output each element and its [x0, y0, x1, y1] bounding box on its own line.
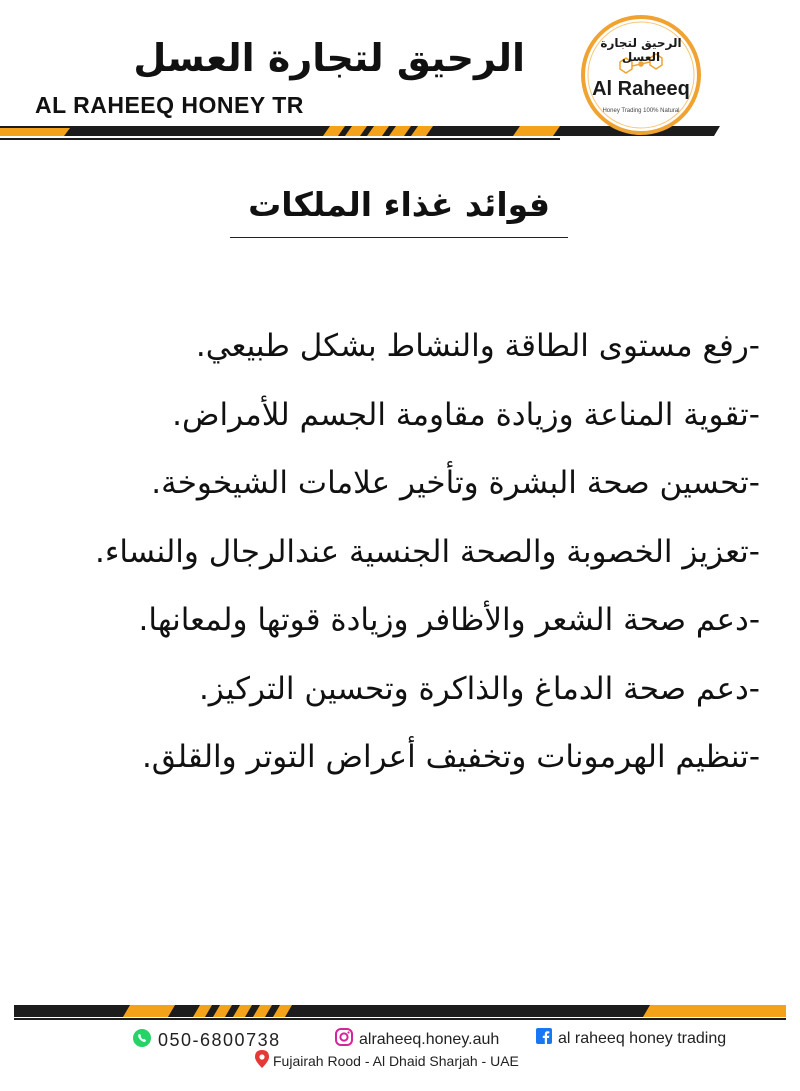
logo — [580, 14, 702, 136]
company-name-arabic: الرحيق لتجارة العسل — [133, 36, 525, 80]
header — [0, 0, 800, 150]
benefit-item: -تنظيم الهرمونات وتخفيف أعراض التوتر والقلق. — [141, 739, 760, 775]
page-heading: فوائد غذاء الملكات — [230, 185, 568, 238]
whatsapp-icon — [132, 1028, 152, 1053]
footer-stripes — [0, 1003, 800, 1021]
logo-badge — [580, 14, 702, 136]
instagram-icon — [335, 1028, 353, 1051]
benefit-item: -دعم صحة الشعر والأظافر وزيادة قوتها ولمعانها. — [138, 602, 760, 638]
instagram-handle: alraheeq.honey.auh — [359, 1030, 500, 1048]
facebook-icon — [536, 1028, 552, 1049]
instagram-contact[interactable] — [335, 1028, 499, 1051]
benefit-item: -تحسين صحة البشرة وتأخير علامات الشيخوخة. — [151, 465, 760, 501]
address — [255, 1050, 519, 1071]
benefit-item: -تقوية المناعة وزيادة مقاومة الجسم للأمراض. — [172, 396, 760, 433]
logo-name: Al Raheeq — [592, 78, 690, 100]
benefit-item: -تعزيز الخصوبة والصحة الجنسية عندالرجال والنساء. — [94, 533, 760, 570]
location-pin-icon — [255, 1050, 269, 1071]
address-text: Fujairah Rood - Al Dhaid Sharjah - UAE — [273, 1052, 519, 1069]
logo-tagline: Honey Trading 100% Natural — [602, 108, 680, 114]
logo-arabic-text: الرحيق لتجارة العسل — [600, 36, 682, 64]
benefit-item: -دعم صحة الدماغ والذاكرة وتحسين التركيز. — [198, 670, 760, 707]
facebook-contact[interactable] — [536, 1028, 726, 1049]
company-name-english: AL RAHEEQ HONEY TR — [35, 92, 304, 118]
phone-number: 050-6800738 — [158, 1030, 281, 1050]
facebook-page: al raheeq honey trading — [558, 1029, 727, 1047]
benefits-list — [20, 318, 760, 798]
benefit-item: -رفع مستوى الطاقة والنشاط بشكل طبيعي. — [195, 328, 760, 364]
